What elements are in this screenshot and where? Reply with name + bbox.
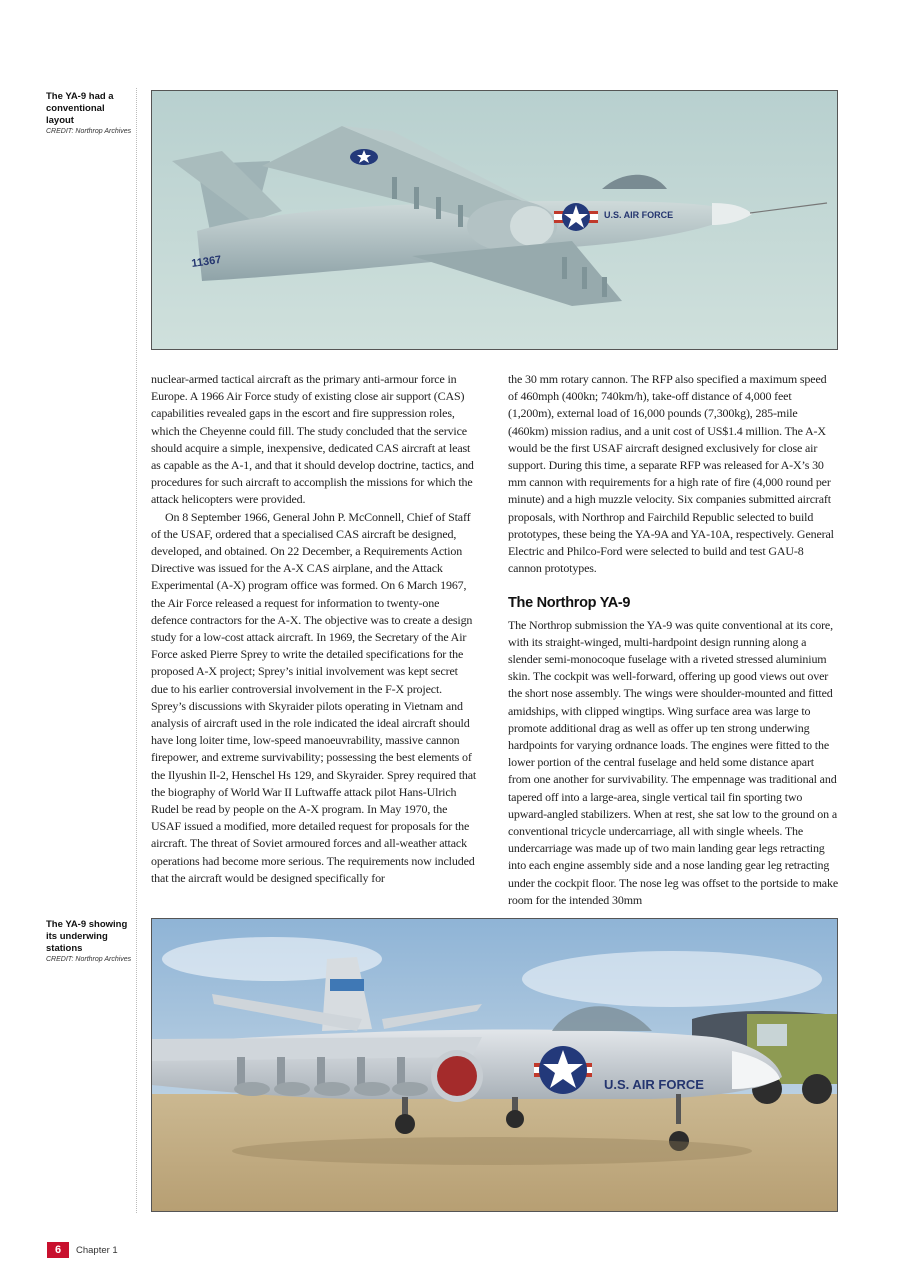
aircraft-marking: U.S. AIR FORCE [604, 1077, 704, 1092]
photo-ya9-underwing-stations [151, 918, 838, 1212]
photo-caption-bottom [46, 919, 134, 964]
caption-title: The YA-9 showing its underwing stations [46, 919, 128, 954]
aircraft-museum-illustration [152, 919, 837, 1211]
margin-divider [136, 88, 137, 1213]
caption-title: The YA-9 had a conventional layout [46, 91, 114, 126]
photo-caption-top [46, 91, 134, 136]
text-column-right [508, 371, 838, 909]
paragraph: The Northrop submission the YA-9 was quite conventional at its core, with its straight-winged, multi-hardpoint design running along a slender semi-monocoque fuselage with a riveted stressed aluminium skin. The cockpit was well-forward, offering up good views out over the short nose assembly. The wings were shoulder-mounted and fitted amidships, with clipped wingtips. Wing surface area was large to promote additional drag as well as offer up ten strong underwing hardpoints for varying ordnance loads. The engines were fitted to the lower portion of the central fuselage and held some distance apart from one another for survivability. The empennage was traditional and tapered off into a large-area, single vertical tail fin sporting two upward-angled stabilizers. When at rest, she sat low to the ground on a conventional tricycle undercarriage, all with single wheels. The undercarriage was made up of two main landing gear legs retracting into each engine assembly side and a nose landing gear leg retracting under the cockpit floor. The nose leg was offset to the portside to make room for the intended 30mm [508, 617, 839, 907]
paragraph: On 8 September 1966, General John P. McConnell, Chief of Staff of the USAF, ordered that a specialised CAS aircraft be designed, developed, and obtained. On 22 December, a Requirements Action Directive was issued for the A-X CAS airplane, and the Attack Experimental (A-X) program office was formed. On 6 March 1967, the Air Force released a request for information to twenty-one defence contractors for the A-X. The objective was to create a design study for a low-cost attack aircraft. In 1969, the Secretary of the Air Force asked Pierre Sprey to write the detailed specifications for the proposed A-X project; Sprey’s initial involvement was kept secret due to his earlier controversial involvement in the F-X project. Sprey’s discussions with Skyraider pilots operating in Vietnam and analysis of aircraft used in the role indicated the ideal aircraft should have long loiter time, low-speed manoeuvrability, massive cannon firepower, and extreme survivability; possessing the best elements of the Ilyushin Il-2, Henschel Hs 129, and Skyraider. Sprey required that the biography of World War II Luftwaffe attack pilot Hans-Ulrich Rudel be read by people on the A-X program. In May 1970, the USAF issued a modified, more detailed request for proposals for the aircraft. The threat of Soviet armoured forces and all-weather attack operations had become more serious. The requirements now included that the aircraft would be designed specifically for [151, 509, 477, 885]
photo-ya9-in-flight [151, 90, 838, 350]
page-number: 6 [47, 1242, 69, 1258]
text-column-left [151, 371, 477, 887]
paragraph: the 30 mm rotary cannon. The RFP also specified a maximum speed of 460mph (400kn; 740km/h), take-off distance of 4,000 feet (1,200m), external load of 16,000 pounds (7,300kg), 285-mile (460km) mission radius, and a unit cost of US$1.4 million. The A-X would be the first USAF aircraft designed exclusively for close air support. During this time, a separate RFP was released for A-X’s 30 mm cannon with requirements for a high rate of fire (4,000 round per minute) and a high muzzle velocity. Six companies submitted aircraft proposals, with Northrop and Fairchild Republic selected to build prototypes, these being the YA-9A and YA-10A, respectively. General Electric and Philco-Ford were selected to build and test GAU-8 cannon prototypes. [508, 372, 834, 576]
paragraph: nuclear-armed tactical aircraft as the primary anti-armour force in Europe. A 1966 Air Force study of existing close air support (CAS) capabilities revealed gaps in the escort and fire suppression roles, which the Cheyenne could fill. The study concluded that the service should acquire a simple, inexpensive, dedicated CAS aircraft at least as capable as the A-1, and that it should develop doctrine, tactics, and procedures for such aircraft to accomplish the missions for which the attack helicopters were provided. [151, 372, 474, 507]
caption-credit: CREDIT: Northrop Archives [46, 128, 132, 135]
aircraft-serial: 11367 [190, 253, 223, 270]
caption-credit: CREDIT: Northrop Archives [46, 956, 132, 963]
aircraft-illustration [152, 91, 837, 349]
page-footer [47, 1242, 118, 1258]
section-heading: The Northrop YA-9 [508, 595, 631, 612]
aircraft-marking: U.S. AIR FORCE [604, 210, 674, 220]
chapter-label: Chapter 1 [76, 1244, 118, 1256]
